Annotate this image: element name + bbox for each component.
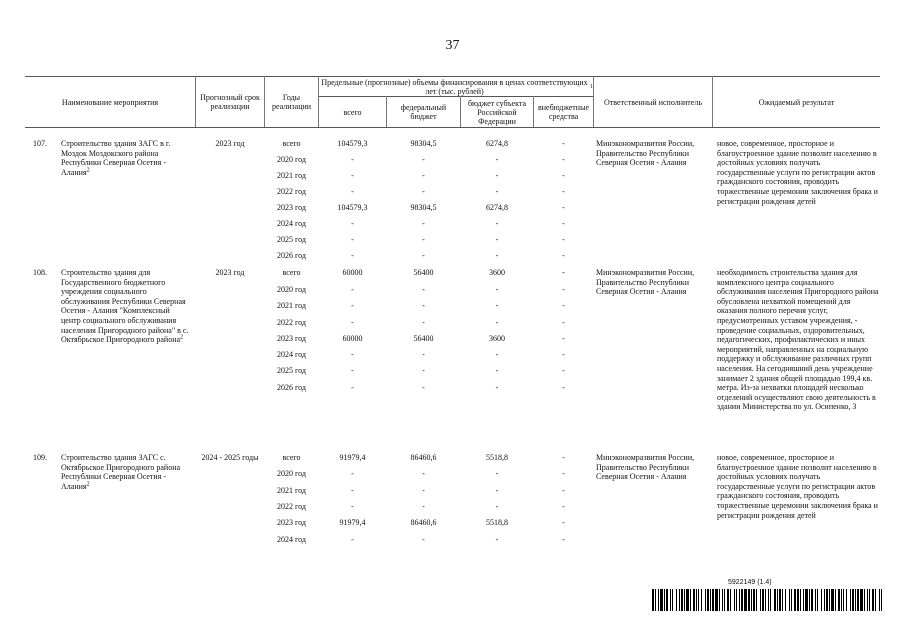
row-name: Строительство здания ЗАГС в г. Моздок Моздокского района Республики Северная Осетия - Алания$^2$ (61, 139, 171, 177)
header-financing: Предельные (прогнозные) объемы финансирования в ценах соответствующих лет (тыс. рублей) 1 (321, 77, 593, 96)
page-number: 37 (445, 38, 460, 53)
row-term: 2024 - 2025 годы (201, 453, 259, 462)
regional-cell: - (495, 318, 499, 327)
regional-cell: 6274,8 (486, 203, 508, 212)
total-cell: - (351, 535, 354, 544)
regional-cell: - (495, 350, 499, 359)
year-cell: 2022 год (277, 318, 306, 327)
row-name: Строительство здания для Государственного бюджетного учреждения социального обслуживания Республики Северная Осетия - Алания "Комплексный центр социального обслуживания населения Пригородного района" в с. Октябрьское Пригородного района$^2$ (61, 268, 189, 345)
regional-cell: 5518,8 (486, 453, 508, 462)
federal-cell: - (422, 350, 425, 359)
offbudget-cell: - (562, 535, 565, 544)
total-cell: - (351, 383, 354, 392)
row-number: 108. (33, 268, 47, 277)
regional-cell: - (495, 301, 499, 310)
federal-cell: - (422, 486, 425, 495)
total-cell: - (351, 469, 354, 478)
federal-cell: - (422, 318, 425, 327)
row-number: 107. (33, 139, 47, 148)
federal-cell: - (422, 502, 425, 511)
regional-cell: 6274,8 (486, 139, 508, 148)
total-cell: 104579,3 (337, 139, 368, 148)
regional-cell: 3600 (489, 334, 505, 343)
federal-cell: - (422, 171, 425, 180)
offbudget-cell: - (562, 469, 565, 478)
total-cell: 91979,4 (339, 453, 366, 462)
regional-cell: 5518,8 (486, 518, 508, 527)
year-cell: 2021 год (277, 171, 306, 180)
header-offbudget: внебюджетные средства (538, 103, 589, 121)
total-cell: - (351, 350, 354, 359)
federal-cell: 86460,6 (410, 453, 437, 462)
regional-cell: - (495, 502, 499, 511)
regional-cell: - (495, 383, 499, 392)
row-executor: Минэкономразвития России, Правительство Республики Северная Осетия - Алания (596, 453, 695, 482)
regional-cell: - (495, 235, 499, 244)
year-cell: 2026 год (277, 251, 306, 260)
regional-cell: - (495, 486, 499, 495)
year-cell: 2021 год (277, 486, 306, 495)
federal-cell: - (422, 469, 425, 478)
row-result: новое, современное, просторное и благоустроенное здание позволит населению в достойных условиях получать государственные услуги по регистрации актов гражданского состояния, проводить торжественные церемонии заключения брака и регистрации рождения детей (717, 139, 878, 206)
header-name: Наименование мероприятия (61, 97, 159, 107)
offbudget-cell: - (562, 518, 565, 527)
total-cell: 91979,4 (339, 518, 366, 527)
regional-cell: - (495, 285, 499, 294)
federal-cell: - (422, 535, 425, 544)
federal-cell: - (422, 235, 425, 244)
year-cell: 2024 год (277, 535, 306, 544)
offbudget-cell: - (562, 219, 565, 228)
offbudget-cell: - (562, 350, 565, 359)
header-result: Ожидаемый результат (758, 97, 835, 107)
total-cell: - (351, 235, 354, 244)
regional-cell: 3600 (489, 268, 505, 277)
federal-cell: 56400 (413, 268, 434, 277)
row-result: необходимость строительства здания для комплексного центра социального обслуживания населения Пригородного района обусловлена нехваткой помещений для оказания полного перечня услуг, предусмотренных уставом учреждения, - проведение социальных, оздоровительных, педагогических, профилактических и иных мероприятий, направленных на социальную поддержку и обслуживание различных групп населения. На сегодняшний день учреждение занимает 2 здания общей площадью 199,4 кв. метра. Из-за нехватки площадей несколько отделений осуществляют свою деятельность в здании Министерства по ул. Осипенко, 3 (717, 268, 879, 412)
year-cell: 2025 год (277, 235, 306, 244)
offbudget-cell: - (562, 383, 565, 392)
year-cell: 2020 год (277, 469, 306, 478)
federal-cell: 86460,6 (410, 518, 437, 527)
header-total: всего (343, 107, 362, 117)
total-cell: - (351, 187, 354, 196)
year-cell: 2025 год (277, 366, 306, 375)
regional-cell: - (495, 187, 499, 196)
row-number: 109. (33, 453, 47, 462)
regional-cell: - (495, 155, 499, 164)
offbudget-cell: - (562, 453, 565, 462)
header-bottom-rule (25, 127, 880, 128)
year-cell: 2024 год (277, 350, 306, 359)
total-cell: - (351, 366, 354, 375)
regional-cell: - (495, 219, 499, 228)
total-cell: - (351, 318, 354, 327)
offbudget-cell: - (562, 366, 565, 375)
federal-cell: - (422, 285, 425, 294)
year-cell: всего (282, 139, 301, 148)
federal-cell: - (422, 219, 425, 228)
total-cell: - (351, 171, 354, 180)
barcode-image (652, 589, 884, 611)
year-cell: 2020 год (277, 285, 306, 294)
regional-cell: - (495, 535, 499, 544)
year-cell: 2022 год (277, 187, 306, 196)
offbudget-cell: - (562, 171, 565, 180)
year-cell: 2022 год (277, 502, 306, 511)
total-cell: - (351, 301, 354, 310)
offbudget-cell: - (562, 203, 565, 212)
row-executor: Минэкономразвития России, Правительство Республики Северная Осетия - Алания (596, 139, 695, 168)
total-cell: 60000 (342, 334, 363, 343)
offbudget-cell: - (562, 251, 565, 260)
regional-cell: - (495, 366, 499, 375)
year-cell: 2023 год (277, 334, 306, 343)
regional-cell: - (495, 171, 499, 180)
row-term: 2023 год (215, 139, 245, 148)
total-cell: 60000 (342, 268, 363, 277)
offbudget-cell: - (562, 318, 565, 327)
federal-cell: 56400 (413, 334, 434, 343)
total-cell: - (351, 285, 354, 294)
header-executor: Ответственный исполнитель (604, 97, 702, 107)
header-years: Годы реализации (271, 93, 312, 111)
total-cell: - (351, 251, 354, 260)
total-cell: - (351, 486, 354, 495)
year-cell: 2020 год (277, 155, 306, 164)
header-term: Прогнозный срок реализации (200, 93, 260, 111)
federal-cell: - (422, 383, 425, 392)
header-federal: федеральный бюджет (400, 103, 447, 121)
federal-cell: 98304,5 (410, 203, 437, 212)
row-executor: Минэкономразвития России, Правительство Республики Северная Осетия - Алания (596, 268, 695, 297)
row-name: Строительство здания ЗАГС с. Октябрьское Пригородного района Республики Северная Осетия - Алания$^2$ (61, 453, 181, 491)
offbudget-cell: - (562, 139, 565, 148)
federal-cell: - (422, 251, 425, 260)
offbudget-cell: - (562, 187, 565, 196)
total-cell: - (351, 155, 354, 164)
year-cell: всего (282, 453, 301, 462)
offbudget-cell: - (562, 334, 565, 343)
year-cell: 2024 год (277, 219, 306, 228)
total-cell: - (351, 502, 354, 511)
federal-cell: 98304,5 (410, 139, 437, 148)
federal-cell: - (422, 366, 425, 375)
year-cell: 2023 год (277, 203, 306, 212)
row-term: 2023 год (215, 268, 245, 277)
total-cell: 104579,3 (337, 203, 368, 212)
federal-cell: - (422, 187, 425, 196)
barcode-label: 5922149 (1.4) (728, 579, 772, 586)
total-cell: - (351, 219, 354, 228)
offbudget-cell: - (562, 268, 565, 277)
offbudget-cell: - (562, 155, 565, 164)
header-regional: бюджет субъекта Российской Федерации (467, 98, 526, 126)
year-cell: 2021 год (277, 301, 306, 310)
year-cell: 2026 год (277, 383, 306, 392)
offbudget-cell: - (562, 301, 565, 310)
federal-cell: - (422, 301, 425, 310)
regional-cell: - (495, 251, 499, 260)
federal-cell: - (422, 155, 425, 164)
year-cell: 2023 год (277, 518, 306, 527)
regional-cell: - (495, 469, 499, 478)
offbudget-cell: - (562, 285, 565, 294)
offbudget-cell: - (562, 486, 565, 495)
year-cell: всего (282, 268, 301, 277)
row-result: новое, современное, просторное и благоустроенное здание позволит населению в достойных условиях получать государственные услуги по регистрации актов гражданского состояния, проводить торжественные церемонии заключения брака и регистрации рождения детей (717, 453, 878, 520)
offbudget-cell: - (562, 502, 565, 511)
offbudget-cell: - (562, 235, 565, 244)
